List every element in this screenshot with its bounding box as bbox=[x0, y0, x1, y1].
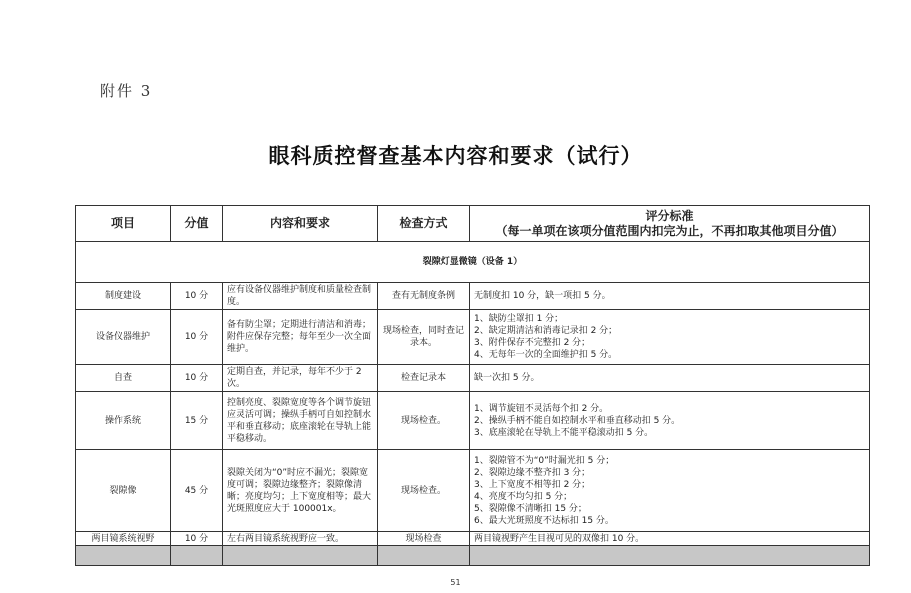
criteria-line: 3、底座滚轮在导轨上不能平稳滚动扣 5 分。 bbox=[474, 427, 654, 438]
criteria-line: 1、调节旋钮不灵活每个扣 2 分。 bbox=[474, 403, 609, 414]
criteria-line: 2、缺定期清洁和消毒记录扣 2 分； bbox=[474, 326, 618, 336]
row-item: 裂隙像 bbox=[76, 450, 171, 532]
table-row bbox=[76, 450, 870, 532]
row-item: 操作系统 bbox=[76, 392, 171, 450]
row-criteria bbox=[470, 310, 870, 365]
empty-cell bbox=[470, 546, 870, 566]
empty-cell bbox=[223, 546, 378, 566]
row-criteria bbox=[470, 532, 870, 546]
criteria-line: 2、裂隙边缘不整齐扣 3 分； bbox=[474, 467, 591, 478]
row-content: 裂隙关闭为“0”时应不漏光；裂隙宽度可调；裂隙边缘整齐；裂隙像清晰；亮度均匀；上下宽度相等；最大光斑照度应大于 100001x。 bbox=[223, 450, 378, 532]
header-row bbox=[76, 206, 870, 242]
page-number: 51 bbox=[450, 578, 461, 587]
header-criteria-title: 评分标准 bbox=[645, 208, 694, 223]
header-score: 分值 bbox=[171, 206, 223, 242]
row-criteria bbox=[470, 365, 870, 392]
row-score: 10 分 bbox=[171, 365, 223, 392]
criteria-line: 4、亮度不均匀扣 5 分； bbox=[474, 491, 573, 502]
document-title: 眼科质控督查基本内容和要求（试行） bbox=[268, 144, 643, 168]
row-content: 备有防尘罩；定期进行清洁和消毒；附件应保存完整；每年至少一次全面维护。 bbox=[223, 310, 378, 365]
row-item: 制度建设 bbox=[76, 283, 171, 310]
section-title: 裂隙灯显微镜（设备 1） bbox=[76, 242, 870, 283]
row-score: 15 分 bbox=[171, 392, 223, 450]
criteria-line: 1、裂隙管不为“0”时漏光扣 5 分； bbox=[474, 455, 615, 466]
empty-cell bbox=[378, 546, 470, 566]
row-content: 控制亮度、裂隙宽度等各个调节旋钮应灵活可调；操纵手柄可自如控制水平和垂直移动；底座滚轮在导轨上能平稳移动。 bbox=[223, 392, 378, 450]
criteria-line: 缺一次扣 5 分。 bbox=[474, 373, 540, 383]
row-score: 10 分 bbox=[171, 532, 223, 546]
row-content: 应有设备仪器维护制度和质量检查制度。 bbox=[223, 283, 378, 310]
empty-cell bbox=[76, 546, 171, 566]
criteria-line: 4、无每年一次的全面维护扣 5 分。 bbox=[474, 350, 618, 360]
header-method: 检查方式 bbox=[378, 206, 470, 242]
criteria-line: 3、上下宽度不相等扣 2 分； bbox=[474, 479, 591, 490]
header-criteria bbox=[470, 206, 870, 242]
empty-cell bbox=[171, 546, 223, 566]
row-criteria bbox=[470, 450, 870, 532]
section-row bbox=[76, 242, 870, 283]
row-method: 现场检查，同时查记录本。 bbox=[378, 310, 470, 365]
row-method: 检查记录本 bbox=[378, 365, 470, 392]
row-item: 自查 bbox=[76, 365, 171, 392]
criteria-line: 1、缺防尘罩扣 1 分； bbox=[474, 314, 564, 324]
row-criteria bbox=[470, 283, 870, 310]
row-score: 45 分 bbox=[171, 450, 223, 532]
criteria-line: 两目镜视野产生目视可见的双像扣 10 分。 bbox=[474, 533, 645, 544]
header-item: 项目 bbox=[76, 206, 171, 242]
criteria-line: 2、操纵手柄不能自如控制水平和垂直移动扣 5 分。 bbox=[474, 415, 681, 426]
row-method: 现场检查。 bbox=[378, 450, 470, 532]
criteria-line: 无制度扣 10 分，缺一项扣 5 分。 bbox=[474, 291, 611, 301]
row-score: 10 分 bbox=[171, 310, 223, 365]
row-method: 现场检查 bbox=[378, 532, 470, 546]
row-item: 设备仪器维护 bbox=[76, 310, 171, 365]
header-criteria-note: （每一单项在该项分值范围内扣完为止，不再扣取其他项目分值） bbox=[495, 223, 844, 238]
criteria-line: 6、最大光斑照度不达标扣 15 分。 bbox=[474, 515, 614, 526]
row-content: 左右两目镜系统视野应一致。 bbox=[223, 532, 378, 546]
row-item: 两目镜系统视野 bbox=[76, 532, 171, 546]
row-method: 现场检查。 bbox=[378, 392, 470, 450]
attachment-label: 附件 3 bbox=[100, 82, 153, 100]
table-row bbox=[76, 392, 870, 450]
table-row bbox=[76, 532, 870, 546]
empty-gray-row bbox=[76, 546, 870, 566]
table-row bbox=[76, 310, 870, 365]
criteria-line: 5、裂隙像不清晰扣 15 分； bbox=[474, 503, 587, 514]
header-content: 内容和要求 bbox=[223, 206, 378, 242]
table-row bbox=[76, 365, 870, 392]
row-score: 10 分 bbox=[171, 283, 223, 310]
row-criteria bbox=[470, 392, 870, 450]
row-content: 定期自查，并记录，每年不少于 2 次。 bbox=[223, 365, 378, 392]
table-row bbox=[76, 283, 870, 310]
criteria-line: 3、附件保存不完整扣 2 分； bbox=[474, 338, 591, 348]
inspection-table bbox=[75, 205, 870, 566]
row-method: 查有无制度条例 bbox=[378, 283, 470, 310]
